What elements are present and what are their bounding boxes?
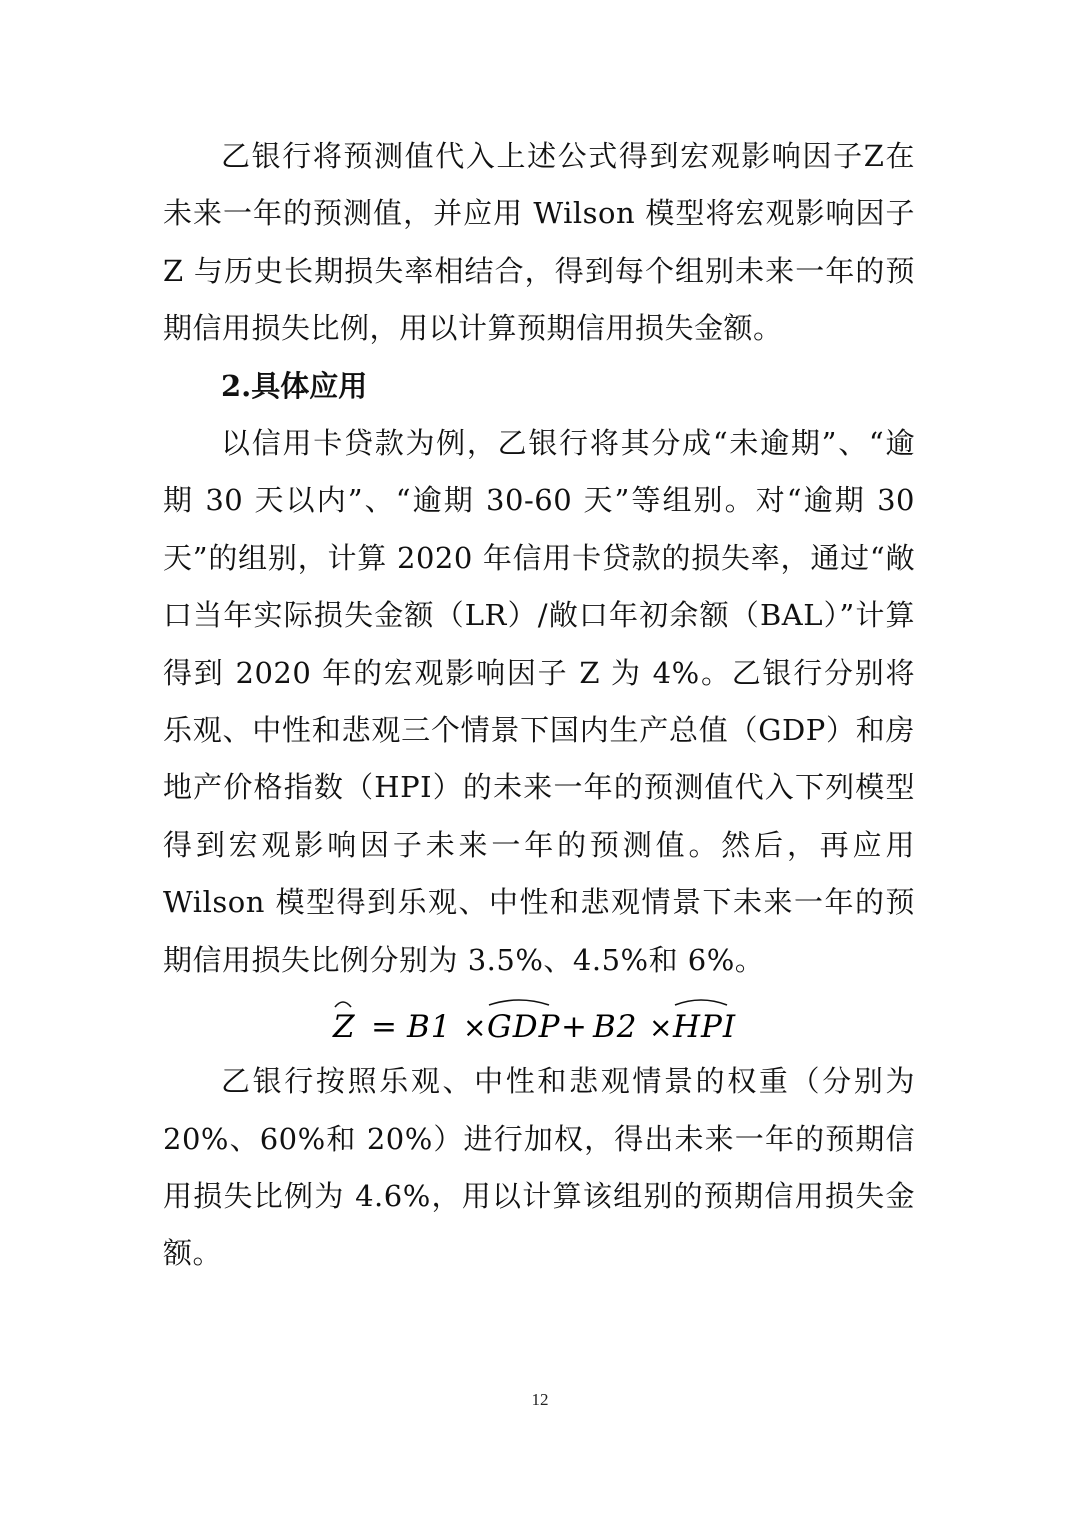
formula (163, 989, 915, 1053)
formula-hpi: HPI (673, 1009, 737, 1046)
formula-times-1: × (463, 1011, 488, 1045)
formula-plus: + (561, 1009, 588, 1046)
paragraph-wilson-model: 乙银行将预测值代入上述公式得到宏观影响因子Z在未来一年的预测值，并应用 Wilson 模型将宏观影响因子 Z 与历史长期损失率相结合，得到每个组别未来一年的预期信用损失比例，用以计算预期信用损失金额。 (163, 139, 915, 346)
formula-b2: B2 (593, 1009, 638, 1046)
formula-equals: = (371, 1009, 398, 1046)
page-content (163, 128, 915, 1283)
formula-times-2: × (649, 1011, 674, 1045)
paragraph-weighting: 乙银行按照乐观、中性和悲观情景的权重（分别为 20%、60%和 20%）进行加权，得出未来一年的预期信用损失比例为 4.6%，用以计算该组别的预期信用损失金额。 (163, 1064, 915, 1271)
formula-z: Z (333, 1009, 356, 1046)
z-hat-mark (335, 1002, 351, 1007)
page-number: 12 (531, 1390, 549, 1409)
formula-gdp: GDP (487, 1009, 561, 1046)
hpi-hat-mark (675, 1000, 727, 1005)
paragraph-credit-card-example: 以信用卡贷款为例，乙银行将其分成“未逾期”、“逾期 30 天以内”、“逾期 30-60 天”等组别。对“逾期 30 天”的组别，计算 2020 年信用卡贷款的损失率，通过“敞口当年实际损失金额（LR）/敞口年初余额（BAL）”计算得到 2020 年的宏观影响因子 Z 为 4%。乙银行分别将乐观、中性和悲观三个情景下国内生产总值（GDP）和房地产价格指数（HPI）的未来一年的预测值代入下列模型得到宏观影响因子未来一年的预测值。然后，再应用 Wilson 模型得到乐观、中性和悲观情景下未来一年的预期信用损失比例分别为 3.5%、4.5%和 6%。 (163, 426, 915, 977)
section-heading: 2.具体应用 (221, 368, 368, 403)
formula-b1: B1 (407, 1009, 452, 1046)
gdp-hat-mark (489, 1000, 549, 1005)
formula-svg (329, 993, 749, 1049)
